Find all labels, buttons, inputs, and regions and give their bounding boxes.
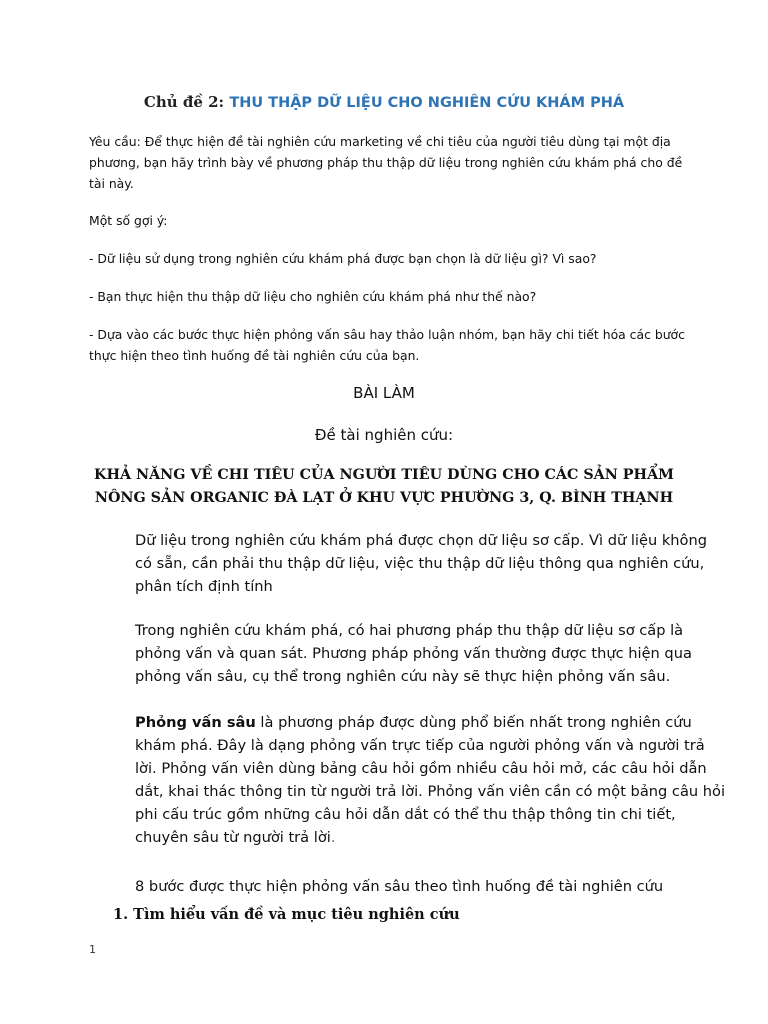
hint-item: - Dữ liệu sử dụng trong nghiên cứu khám phá được bạn chọn là dữ liệu gì? Vì sao? <box>89 251 597 266</box>
paragraph-3-text: là phương pháp được dùng phổ biến nhất trong nghiên cứu khám phá. Đây là dạng phỏng vấn trực tiếp của người phỏng vấn và người trả lời. Phỏng vấn viên dùng bảng câu hỏi gồm nhiều câu hỏi mở, các câu hỏi dẫn dắt, khai thác thông tin từ người trả lời. Phỏng vấn viên cần có một bảng câu hỏi phi cấu trúc gồm những câu hỏi dẫn dắt có thể thu thập thông tin chi tiết, chuyên sâu từ người trả lời <box>135 714 726 846</box>
requirement-text: Yêu cầu: Để thực hiện đề tài nghiên cứu marketing về chi tiêu của người tiêu dùng tại một địa phương, bạn hãy trình bày về phương pháp thu thập dữ liệu trong nghiên cứu khám phá cho đề tài này. <box>89 134 683 191</box>
subject-label: Đề tài nghiên cứu: <box>314 426 454 444</box>
topic-title <box>0 93 768 111</box>
paragraph-2-text: Trong nghiên cứu khám phá, có hai phương pháp thu thập dữ liệu sơ cấp là phỏng vấn và quan sát. Phương pháp phỏng vấn thường được thực hiện qua phỏng vấn sâu, cụ thể trong nghiên cứu này sẽ thực hiện phỏng vấn sâu. <box>135 622 692 685</box>
paragraph-4 <box>89 875 725 898</box>
answer-heading: BÀI LÀM <box>353 384 415 402</box>
paragraph-3 <box>89 711 725 849</box>
list-item-1: 1. Tìm hiểu vấn đề và mục tiêu nghiên cứu <box>113 906 460 923</box>
hint-item: - Bạn thực hiện thu thập dữ liệu cho nghiên cứu khám phá như thế nào? <box>89 289 537 304</box>
hints-label: Một số gợi ý: <box>89 213 168 228</box>
paragraph-4-text: 8 bước được thực hiện phỏng vấn sâu theo tình huống đề tài nghiên cứu <box>135 878 664 895</box>
paragraph-3-end: . <box>330 829 336 846</box>
paragraph-1 <box>89 529 725 598</box>
paragraph-1-text: Dữ liệu trong nghiên cứu khám phá được chọn dữ liệu sơ cấp. Vì dữ liệu không có sẵn, cần phải thu thập dữ liệu, việc thu thập dữ liệu thông qua nghiên cứu, phân tích định tính <box>135 532 707 595</box>
paragraph-3-bold: Phỏng vấn sâu <box>135 714 256 731</box>
topic-prefix: Chủ đề 2: <box>143 93 230 111</box>
subject-title-line1: KHẢ NĂNG VỀ CHI TIÊU CỦA NGƯỜI TIÊU DÙNG CHO CÁC SẢN PHẨM <box>94 467 674 483</box>
hint-item: - Dựa vào các bước thực hiện phỏng vấn sâu hay thảo luận nhóm, bạn hãy chi tiết hóa các bước thực hiện theo tình huống đề tài nghiên cứu của bạn. <box>89 327 685 363</box>
page-number: 1 <box>89 943 96 956</box>
paragraph-2 <box>89 619 725 688</box>
topic-title-text: THU THẬP DỮ LIỆU CHO NGHIÊN CỨU KHÁM PHÁ <box>229 95 625 111</box>
subject-title-line2: NÔNG SẢN ORGANIC ĐÀ LẠT Ở KHU VỰC PHƯỜNG 3, Q. BÌNH THẠNH <box>94 490 674 506</box>
